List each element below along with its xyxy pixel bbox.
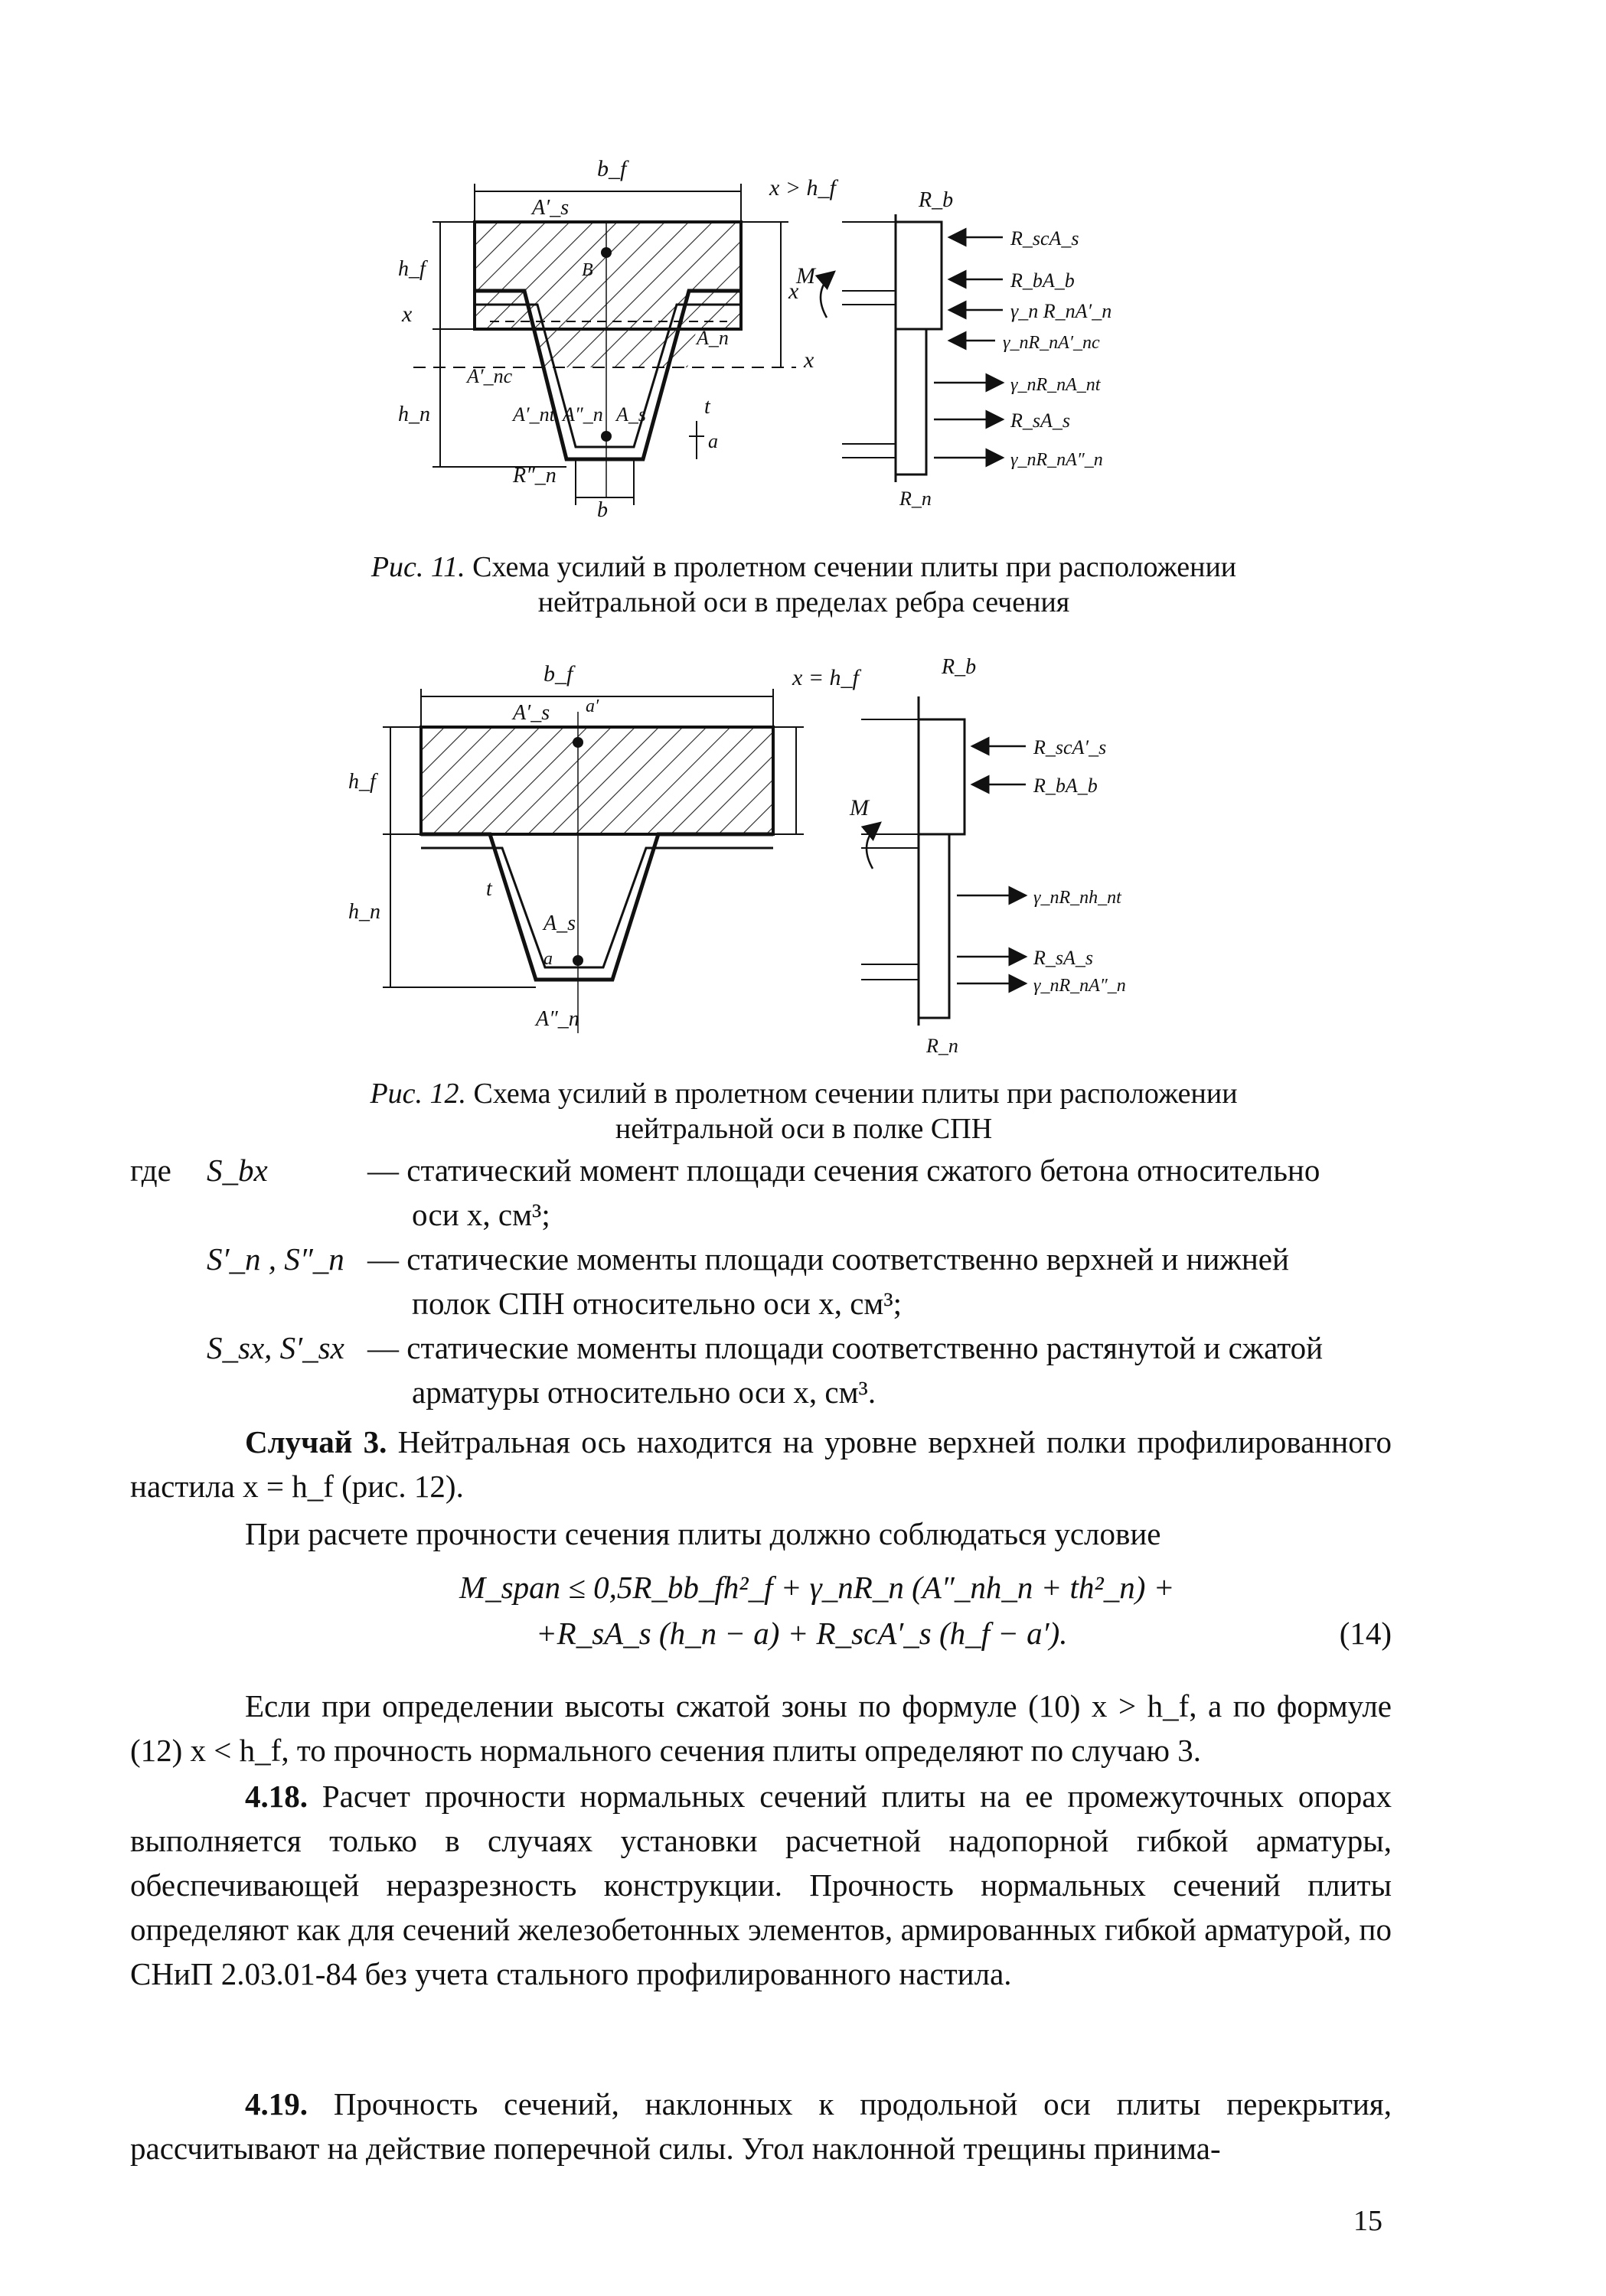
figure-12: [322, 635, 1271, 1064]
fig12-force-4: R_sA_s: [1033, 947, 1093, 969]
fig11-label-as: A_s: [616, 403, 646, 426]
fig12-label-x-eq-hf: x = h_f: [792, 665, 859, 690]
fig11-label-t: t: [704, 395, 710, 419]
fig11-label-b: В: [582, 260, 593, 280]
fig12-label-a: a: [543, 949, 553, 969]
fig11-label-bf: b_f: [597, 156, 627, 181]
fig11-label-an2: A″_n: [563, 403, 603, 426]
definition-description: [367, 1326, 1392, 1414]
fig11-label-hn: h_n: [398, 403, 430, 426]
definition-symbol: S_bx: [207, 1153, 268, 1188]
figure-12-caption-label: Рис. 12.: [370, 1078, 467, 1110]
definition-line1: — статические моменты площади соответственно верхней и нижней: [367, 1241, 1289, 1277]
fig11-force-2: R_bA_b: [1010, 269, 1075, 292]
fig11-label-x: x: [402, 302, 413, 327]
fig11-label-a: a: [708, 430, 718, 452]
fig12-force-3: γ_nR_nh_nt: [1033, 888, 1121, 908]
case-3-paragraph: [130, 1420, 1392, 1508]
fig11-label-anc: A′_nc: [467, 365, 513, 387]
definition-line1: — статический момент площади сечения сжатого бетона относительно: [367, 1153, 1320, 1188]
fig12-label-an2: A″_n: [536, 1007, 579, 1031]
section-4-18-text: Расчет прочности нормальных сечений плиты на ее промежуточных опорах выполняется только в случаях установки расчетной надопорной гибкой арматуры, обеспечивающей неразрезность конструкции. Прочность нормальных сечений плиты определяют как для сечений железобетонных элементов, армированных гибкой арматурой, по СНиП 2.03.01-84 без учета стального профилированного настила.: [130, 1779, 1392, 1991]
definition-description: [367, 1237, 1392, 1326]
fig11-label-x-side: x: [788, 279, 799, 304]
section-4-18-number: 4.18.: [245, 1779, 308, 1814]
fig11-label-ant: A′_nt: [513, 403, 555, 426]
fig11-label-rb: R_b: [919, 188, 954, 212]
formula-14-line1: M_span ≤ 0,5R_bb_fh²_f + γ_nR_n (A″_nh_n + th²_n) +: [459, 1570, 1175, 1605]
fig11-force-3: γ_n R_nA′_n: [1010, 300, 1112, 322]
fig11-label-b-width: b: [597, 498, 608, 520]
fig12-label-t: t: [486, 877, 492, 901]
section-4-19: [130, 2082, 1392, 2170]
figure-12-caption-line2: нейтральной оси в полке СПН: [615, 1113, 993, 1145]
definition-description: [367, 1148, 1392, 1237]
fig11-force-4: γ_nR_nA′_nc: [1003, 333, 1100, 353]
fig11-label-hf: h_f: [398, 257, 426, 281]
fig12-force-2: R_bA_b: [1033, 775, 1098, 797]
case-3-text: Нейтральная ось находится на уровне верхней полки профилированного настила x = h_f (рис. 12).: [130, 1424, 1392, 1504]
fig11-force-7: γ_nR_nA″_n: [1010, 450, 1103, 470]
fig12-label-as-prime: A′_s: [513, 701, 550, 725]
figure-11-caption: [291, 550, 1317, 620]
fig12-label-bf: b_f: [543, 661, 573, 687]
figure-11-caption-label: Рис. 11.: [370, 551, 465, 583]
definition-symbol: S′_n , S″_n: [207, 1241, 344, 1277]
fig11-force-5: γ_nR_nA_nt: [1010, 375, 1101, 395]
formula-14-line2: +R_sA_s (h_n − a) + R_scA′_s (h_f − a′).: [536, 1616, 1068, 1651]
section-4-18: [130, 1774, 1392, 1996]
condition-paragraph-text: Если при определении высоты сжатой зоны по формуле (10) x > h_f, а по формуле (12) x < h_f, то прочность нормального сечения плиты определяют по случаю 3.: [130, 1688, 1392, 1768]
figure-11-caption-line2: нейтральной оси в пределах ребра сечения: [537, 586, 1070, 618]
fig11-label-x-bottom: x: [804, 347, 814, 373]
fig12-label-rb: R_b: [942, 655, 977, 679]
figure-11-drawing: [367, 138, 1271, 520]
figure-12-caption: [291, 1076, 1317, 1146]
fig12-label-m: M: [850, 795, 869, 820]
condition-paragraph: [130, 1684, 1392, 1773]
figure-12-caption-line1: Схема усилий в пролетном сечении плиты при расположении: [473, 1078, 1238, 1110]
fig11-label-m: M: [796, 263, 815, 289]
figure-12-drawing: [322, 635, 1271, 1064]
fig11-label-an: A_n: [697, 327, 729, 349]
definition-row: [130, 1237, 1392, 1326]
fig12-label-a-top: a′: [586, 696, 599, 716]
fig11-label-rn2: R″_n: [513, 464, 557, 488]
fig11-label-x-gt-hf: x > h_f: [769, 175, 836, 201]
fig11-label-as-prime: A′_s: [532, 196, 570, 220]
definition-symbol: S_sx, S′_sx: [207, 1330, 344, 1365]
case-3-heading: Случай 3.: [245, 1424, 387, 1459]
definition-row: [130, 1326, 1392, 1414]
page-number: 15: [1353, 2205, 1382, 2237]
condition-intro-text: При расчете прочности сечения плиты должно соблюдаться условие: [245, 1516, 1161, 1551]
fig12-force-1: R_scA′_s: [1033, 736, 1107, 758]
fig12-label-rn: R_n: [926, 1035, 958, 1057]
fig11-force-1: R_scA_s: [1010, 227, 1079, 249]
condition-intro: [130, 1512, 1392, 1556]
definition-line1: — статические моменты площади соответственно растянутой и сжатой: [367, 1330, 1324, 1365]
fig11-force-6: R_sA_s: [1010, 409, 1070, 432]
fig12-label-as: A_s: [543, 912, 576, 935]
figure-11-caption-line1: Схема усилий в пролетном сечении плиты при расположении: [472, 551, 1237, 583]
fig12-force-5: γ_nR_nA″_n: [1033, 976, 1126, 996]
formula-14-number: (14): [1339, 1616, 1392, 1651]
definition-row: [130, 1148, 1392, 1237]
fig12-label-hn: h_n: [348, 900, 380, 924]
definition-line2: оси x, см³;: [412, 1197, 550, 1232]
section-4-19-text: Прочность сечений, наклонных к продольной оси плиты перекрытия, рассчитывают на действие поперечной силы. Угол наклонной трещины принима-: [130, 2086, 1392, 2166]
figure-11: [367, 138, 1271, 520]
fig11-label-rn: R_n: [899, 488, 932, 510]
fig12-label-hf: h_f: [348, 770, 376, 794]
section-4-19-number: 4.19.: [245, 2086, 308, 2122]
definition-line2: полок СПН относительно оси x, см³;: [412, 1286, 903, 1321]
symbol-definitions: [130, 1148, 1392, 1414]
definition-where: где: [130, 1153, 171, 1188]
definition-line2: арматуры относительно оси x, см³.: [412, 1375, 876, 1410]
